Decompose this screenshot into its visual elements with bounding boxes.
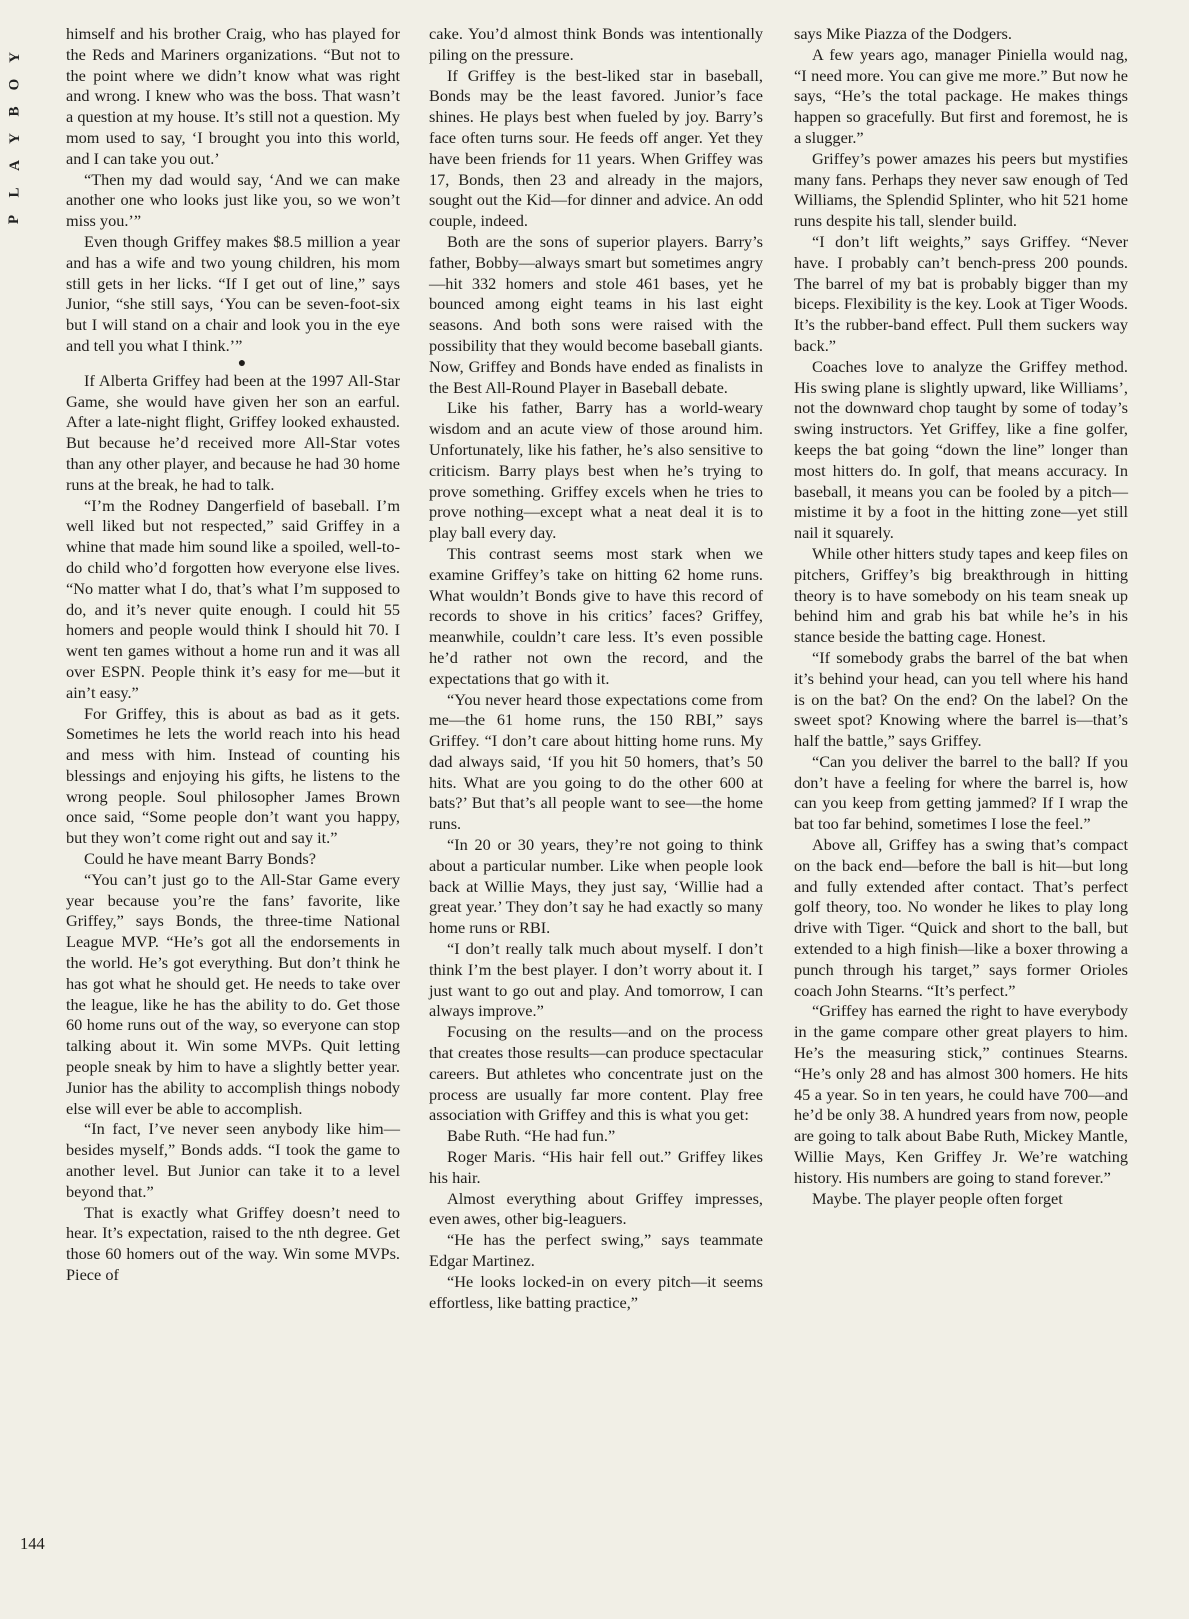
paragraph: “Then my dad would say, ‘And we can make another one who looks just like you, so we won’t miss you.’” (66, 169, 400, 231)
paragraph: Babe Ruth. “He had fun.” (447, 1126, 616, 1146)
paragraph: If Alberta Griffey had been at the 1997 All-Star Game, she would have given her son an earful. After a late-night flight, Griffey looked exhausted. But because he’d received more All-Star votes than any other player, and because he had 30 home runs at the break, he had to talk. (66, 370, 400, 494)
section-break-bullet: ● (237, 355, 247, 371)
paragraph: Both are the sons of superior players. Barry’s father, Bobby—always smart but sometimes angry—hit 332 homers and stole 461 bases, yet he bounced among eight teams in his last eight seasons. And both sons were raised with the possibility that they would become baseball giants. Now, Griffey and Bonds have ended as finalists in the Best All-Round Player in Baseball debate. (429, 231, 763, 397)
paragraph: himself and his brother Craig, who has played for the Reds and Mariners organizations. “But not to the point where we didn’t know what was right and wrong. I knew who was the boss. That wasn’t a question at my house. It’s still not a question. My mom used to say, ‘I brought you into this world, and I can take you out.’ (66, 24, 400, 168)
paragraph: “If somebody grabs the barrel of the bat when it’s behind your head, can you tell where his hand is on the bat? On the end? On the label? On the sweet spot? Knowing where the barrel is—that’s half the battle,” says Griffey. (794, 647, 1128, 751)
paragraph: A few years ago, manager Piniella would nag, “I need more. You can give me more.” But now he says, “He’s the total package. He makes things happen so gracefully. But first and foremost, he is a slugger.” (794, 44, 1128, 147)
paragraph: “In fact, I’ve never seen anybody like him—besides myself,” Bonds adds. “I took the game to another level. But Junior can take it to a level beyond that.” (66, 1119, 400, 1201)
article-column-1 (66, 24, 400, 1286)
magazine-letter: Y (6, 52, 23, 63)
magazine-letter: B (6, 106, 23, 117)
paragraph: “I don’t really talk much about myself. I don’t think I’m the best player. I don’t worry about it. I just want to go out and play. And tomorrow, I can always improve.” (429, 939, 763, 1021)
article-column-2 (429, 24, 763, 1313)
paragraph: Even though Griffey makes $8.5 million a year and has a wife and two young children, his mom still gets in her licks. “If I get out of line,” says Junior, “she still says, ‘You can be seven-foot-six but I will stand on a chair and look you in the eye and tell you what I think.’” (66, 231, 400, 355)
paragraph: “You never heard those expectations come from me—the 61 home runs, the 150 RBI,” says Griffey. “I don’t care about hitting home runs. My dad always said, ‘If you hit 50 homers, that’s 50 hits. What are you going to do the other 600 at bats?’ But that’s all people want to see—the home runs. (429, 689, 763, 834)
magazine-letter: P (6, 214, 23, 225)
magazine-letter: A (6, 160, 23, 171)
magazine-letter: O (6, 78, 23, 91)
paragraph: “He has the perfect swing,” says teammate Edgar Martinez. (429, 1230, 763, 1271)
paragraph: Like his father, Barry has a world-weary wisdom and an acute view of those around him. Unfortunately, like his father, he’s also sensitive to criticism. Barry plays best when he’s trying to prove something. Griffey excels when he tries to prove nothing—except what a neat deal it is to play ball every day. (429, 398, 763, 543)
paragraph: This contrast seems most stark when we examine Griffey’s take on hitting 62 home runs. What wouldn’t Bonds give to have this record of records to shove in his critics’ faces? Griffey, meanwhile, couldn’t care less. It’s even possible he’d rather not own the record, and the expectations that go with it. (429, 543, 763, 688)
paragraph: Above all, Griffey has a swing that’s compact on the back end—before the ball is hit—but long and fully extended after contact. That’s perfect golf theory, too. No wonder he likes to play long drive with Tiger. “Quick and short to the ball, but extended to a high finish—like a boxer throwing a punch through his target,” says former Orioles coach John Stearns. “It’s perfect.” (794, 835, 1128, 1000)
paragraph: Maybe. The player people often forget (812, 1188, 1063, 1208)
paragraph: Griffey’s power amazes his peers but mystifies many fans. Perhaps they never saw enough of Ted Williams, the Splendid Splinter, who hit 521 home runs despite his tall, slender build. (794, 148, 1128, 231)
magazine-letter: Y (6, 133, 23, 144)
paragraph: For Griffey, this is about as bad as it gets. Sometimes he lets the world reach into his head and mess with him. Instead of counting his blessings and enjoying his gifts, he listens to the wrong people. Soul philosopher James Brown once said, “Some people don’t want you happy, but they won’t come right out and say it.” (66, 703, 400, 848)
paragraph: Coaches love to analyze the Griffey method. His swing plane is slightly upward, like Williams’, not the downward chop taught by some of today’s swing instructors. Yet Griffey, like a fine golfer, keeps the bat going “down the line” longer than most hitters do. In golf, that means accuracy. In baseball, it means you can be fooled by a pitch—mistime it by a foot in the hitting zone—yet still nail it squarely. (794, 356, 1128, 543)
page-number: 144 (20, 1534, 45, 1553)
paragraph: “In 20 or 30 years, they’re not going to think about a particular number. Like when people look back at Willie Mays, they just say, ‘Willie had a great year.’ They don’t say he had exactly so many home runs or RBI. (429, 835, 763, 938)
article-column-3 (794, 24, 1128, 1209)
paragraph: cake. You’d almost think Bonds was intentionally piling on the pressure. (429, 24, 763, 64)
magazine-name-vertical (6, 44, 32, 233)
paragraph: While other hitters study tapes and keep files on pitchers, Griffey’s big breakthrough in hitting theory is to have somebody on his team sneak up behind him and grab his bat while he’s in his stance beside the batting cage. Honest. (794, 543, 1128, 647)
paragraph: Roger Maris. “His hair fell out.” Griffey likes his hair. (429, 1147, 763, 1187)
paragraph: If Griffey is the best-liked star in baseball, Bonds may be the least favored. Junior’s face shines. He plays best when fueled by joy. Barry’s face often turns sour. He feeds off anger. Yet they have been friends for 11 years. When Griffey was 17, Bonds, then 23 and already in the majors, sought out the Kid—for dinner and advice. An odd couple, indeed. (429, 65, 763, 231)
paragraph: Could he have meant Barry Bonds? (84, 849, 316, 869)
paragraph: “He looks locked-in on every pitch—it seems effortless, like batting practice,” (429, 1271, 763, 1312)
paragraph: “I’m the Rodney Dangerfield of baseball. I’m well liked but not respected,” said Griffey in a whine that made him sound like a spoiled, well-to-do child who’d forgotten how everyone else lives. “No matter what I do, that’s what I’m supposed to do, and it’s never quite enough. I could hit 55 homers and people would think I should hit 70. I went ten games without a home run and it was all over ESPN. People think it’s easy for me—but it ain’t easy.” (66, 495, 400, 702)
magazine-letter: L (6, 187, 23, 198)
paragraph: “You can’t just go to the All-Star Game every year because you’re the fans’ favorite, like Griffey,” says Bonds, the three-time National League MVP. “He’s got all the endorsements in the world. He’s got everything. But don’t think he has got what he should get. He needs to take over the league, like he has the ability to do. Get those 60 home runs out of the way, so everyone can stop talking about it. Win some MVPs. Quit letting people sneak by him to have a slightly better year. Junior has the ability to accomplish things nobody else will ever be able to accomplish. (66, 869, 400, 1118)
paragraph: Focusing on the results—and on the process that creates those results—can produce spectacular careers. But athletes who concentrate just on the process are usually far more content. Play free association with Griffey and this is what you get: (429, 1022, 763, 1125)
paragraph: “I don’t lift weights,” says Griffey. “Never have. I probably can’t bench-press 200 pounds. The barrel of my bat is probably bigger than my biceps. Flexibility is the key. Look at Tiger Woods. It’s the rubber-band effect. Pull them suckers way back.” (794, 231, 1128, 355)
paragraph: That is exactly what Griffey doesn’t need to hear. It’s expectation, raised to the nth degree. Get those 60 homers out of the way. Win some MVPs. Piece of (66, 1202, 400, 1285)
paragraph: says Mike Piazza of the Dodgers. (794, 24, 1012, 43)
paragraph: “Griffey has earned the right to have everybody in the game compare other great players to him. He’s the measuring stick,” continues Stearns. “He’s only 28 and has almost 300 homers. He hits 45 a year. So in ten years, he could have 700—and he’d be only 38. A hundred years from now, people are going to talk about Babe Ruth, Mickey Mantle, Willie Mays, Ken Griffey Jr. We’re watching history. His numbers are going to stand forever.” (794, 1001, 1128, 1187)
paragraph: “Can you deliver the barrel to the ball? If you don’t have a feeling for where the barrel is, how can you keep from getting jammed? If I wrap the bat too far behind, sometimes I lose the feel.” (794, 751, 1128, 834)
paragraph: Almost everything about Griffey impresses, even awes, other big-leaguers. (429, 1188, 763, 1229)
